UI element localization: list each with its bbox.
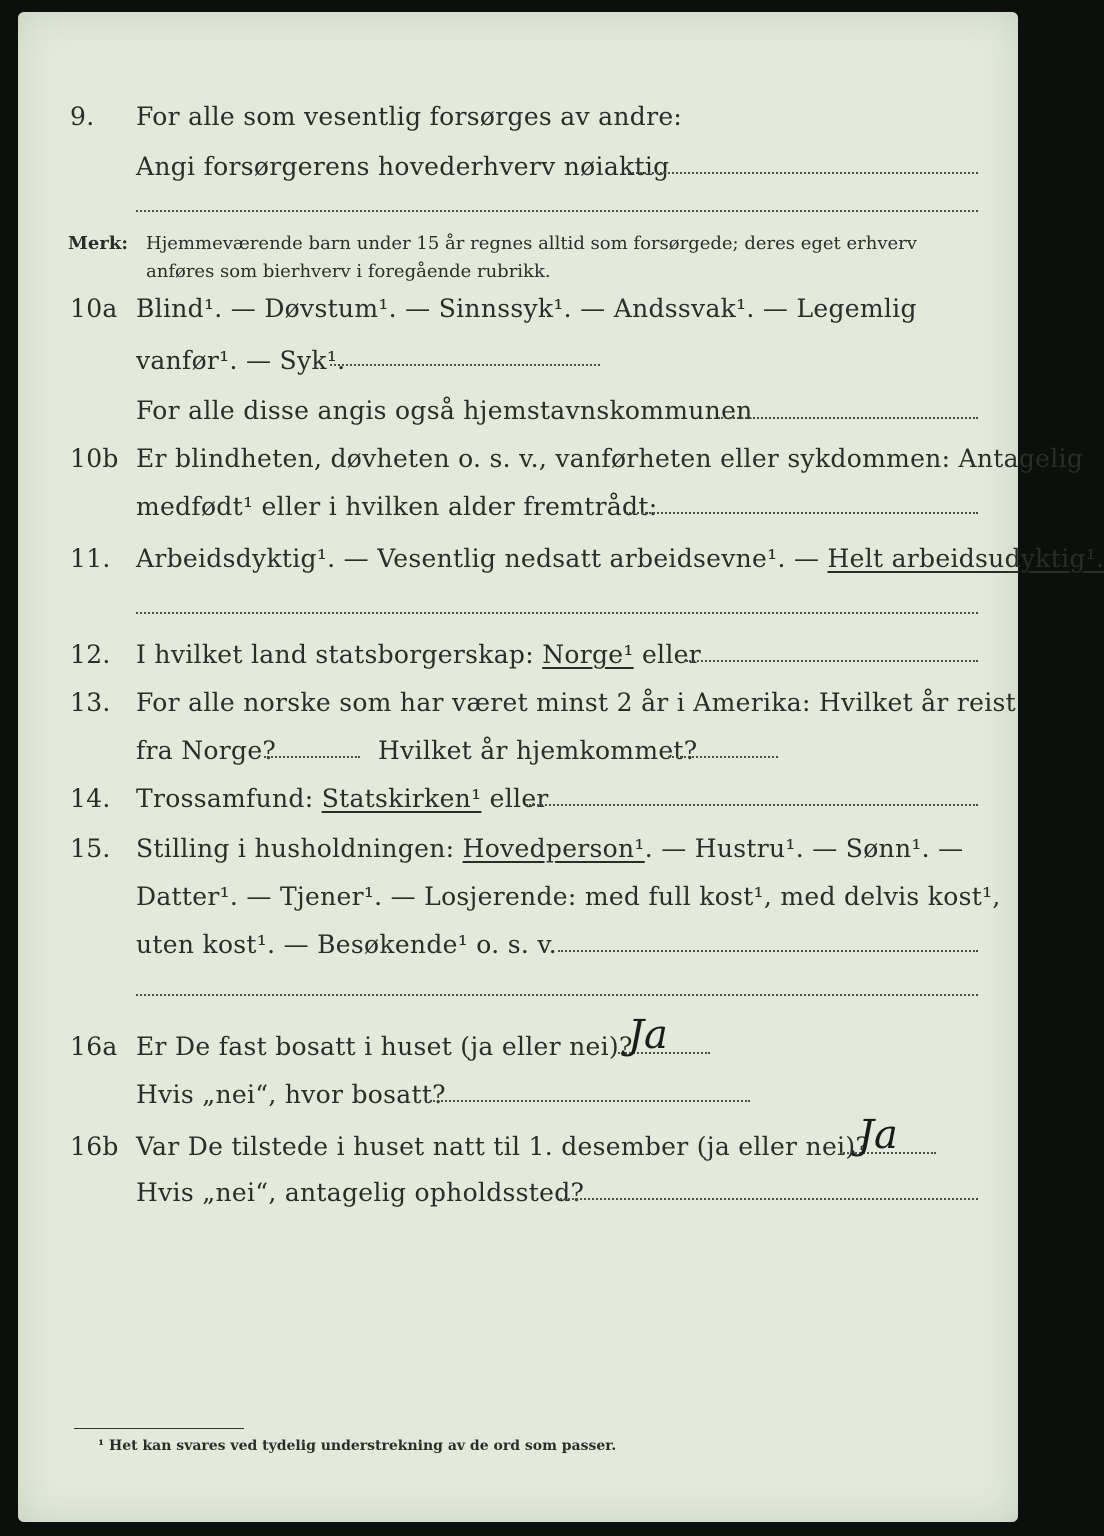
answer-line[interactable] [558,950,978,952]
question-text: fra Norge? [136,736,277,765]
question-text: For alle som vesentlig forsørges av andre: [136,102,683,131]
option-text: I hvilket land statsborgerskap: [136,640,543,669]
question-number: 9. [70,102,95,131]
question-number: 10b [70,444,119,473]
question-text: Blind¹. — Døvstum¹. — Sinnssyk¹. — Andssvak¹. — Legemlig [136,294,917,323]
question-number: 13. [70,688,111,717]
answer-line[interactable] [686,660,978,662]
question-text: Er De fast bosatt i huset (ja eller nei)? [136,1032,633,1061]
note-text: Hjemmeværende barn under 15 år regnes alltid som forsørgede; deres eget erhverv [146,233,917,254]
question-text [136,784,549,813]
option-text: . — Hustru¹. — Sønn¹. — [644,834,964,863]
question-text [136,834,963,863]
note-label: Merk: [68,233,128,254]
answer-line[interactable] [264,756,360,758]
question-text: Er blindheten, døvheten o. s. v., vanførheten eller sykdommen: Antagelig [136,444,1084,473]
question-text: Hvilket år hjemkommet? [378,736,698,765]
option-text: Trossamfund: [136,784,322,813]
answer-line[interactable] [136,994,978,996]
option-text: Stilling i husholdningen: [136,834,463,863]
question-text [136,544,1104,573]
option-text: Arbeidsdyktig¹. — Vesentlig nedsatt arbeidsevne¹. — [136,544,828,573]
question-number: 15. [70,834,111,863]
answer-line[interactable] [330,364,600,366]
question-text: Hvis „nei“, antagelig opholdssted? [136,1178,585,1207]
census-form-page [18,12,1104,1522]
answer-line[interactable] [628,172,978,174]
question-text: Angi forsørgerens hovederhverv nøiaktig [136,152,670,181]
underlined-answer: Hovedperson¹ [462,834,645,863]
answer-line[interactable] [430,1100,750,1102]
answer-line[interactable] [718,417,978,419]
answer-line[interactable] [668,756,778,758]
underlined-answer: Helt arbeidsudyktig¹. [827,544,1104,573]
question-number: 11. [70,544,111,573]
answer-line[interactable] [136,612,978,614]
note-line2: anføres som bierhverv i foregående rubrikk. [146,261,551,282]
question-number: 16a [70,1032,118,1061]
option-text: eller [481,784,549,813]
note-block [68,230,917,258]
question-number: 16b [70,1132,119,1161]
question-text: For alle disse angis også hjemstavnskommunen [136,396,753,425]
question-number: 12. [70,640,111,669]
answer-line[interactable] [560,1198,978,1200]
question-text: For alle norske som har været minst 2 år i Amerika: Hvilket år reist [136,688,1017,717]
question-text: uten kost¹. — Besøkende¹ o. s. v. [136,930,558,959]
question-number: 10a [70,294,118,323]
underlined-answer: Norge¹ [542,640,634,669]
question-text: Datter¹. — Tjener¹. — Losjerende: med full kost¹, med delvis kost¹, [136,882,1001,911]
answer-line[interactable] [626,512,978,514]
question-text: Var De tilstede i huset natt til 1. desember (ja eller nei)? [136,1132,870,1161]
option-text: eller [633,640,701,669]
handwritten-answer: Ja [628,1012,668,1058]
question-text: vanfør¹. — Syk¹. [136,346,346,375]
answer-line[interactable] [136,210,978,212]
handwritten-answer: Ja [858,1112,898,1158]
question-number: 14. [70,784,111,813]
answer-line[interactable] [526,804,978,806]
question-text: Hvis „nei“, hvor bosatt? [136,1080,446,1109]
underlined-answer: Statskirken¹ [321,784,482,813]
footnote: ¹ Het kan svares ved tydelig understrekning av de ord som passer. [98,1438,617,1454]
question-text [136,640,701,669]
question-text: medfødt¹ eller i hvilken alder fremtrådt: [136,492,658,521]
footnote-divider [74,1428,244,1429]
